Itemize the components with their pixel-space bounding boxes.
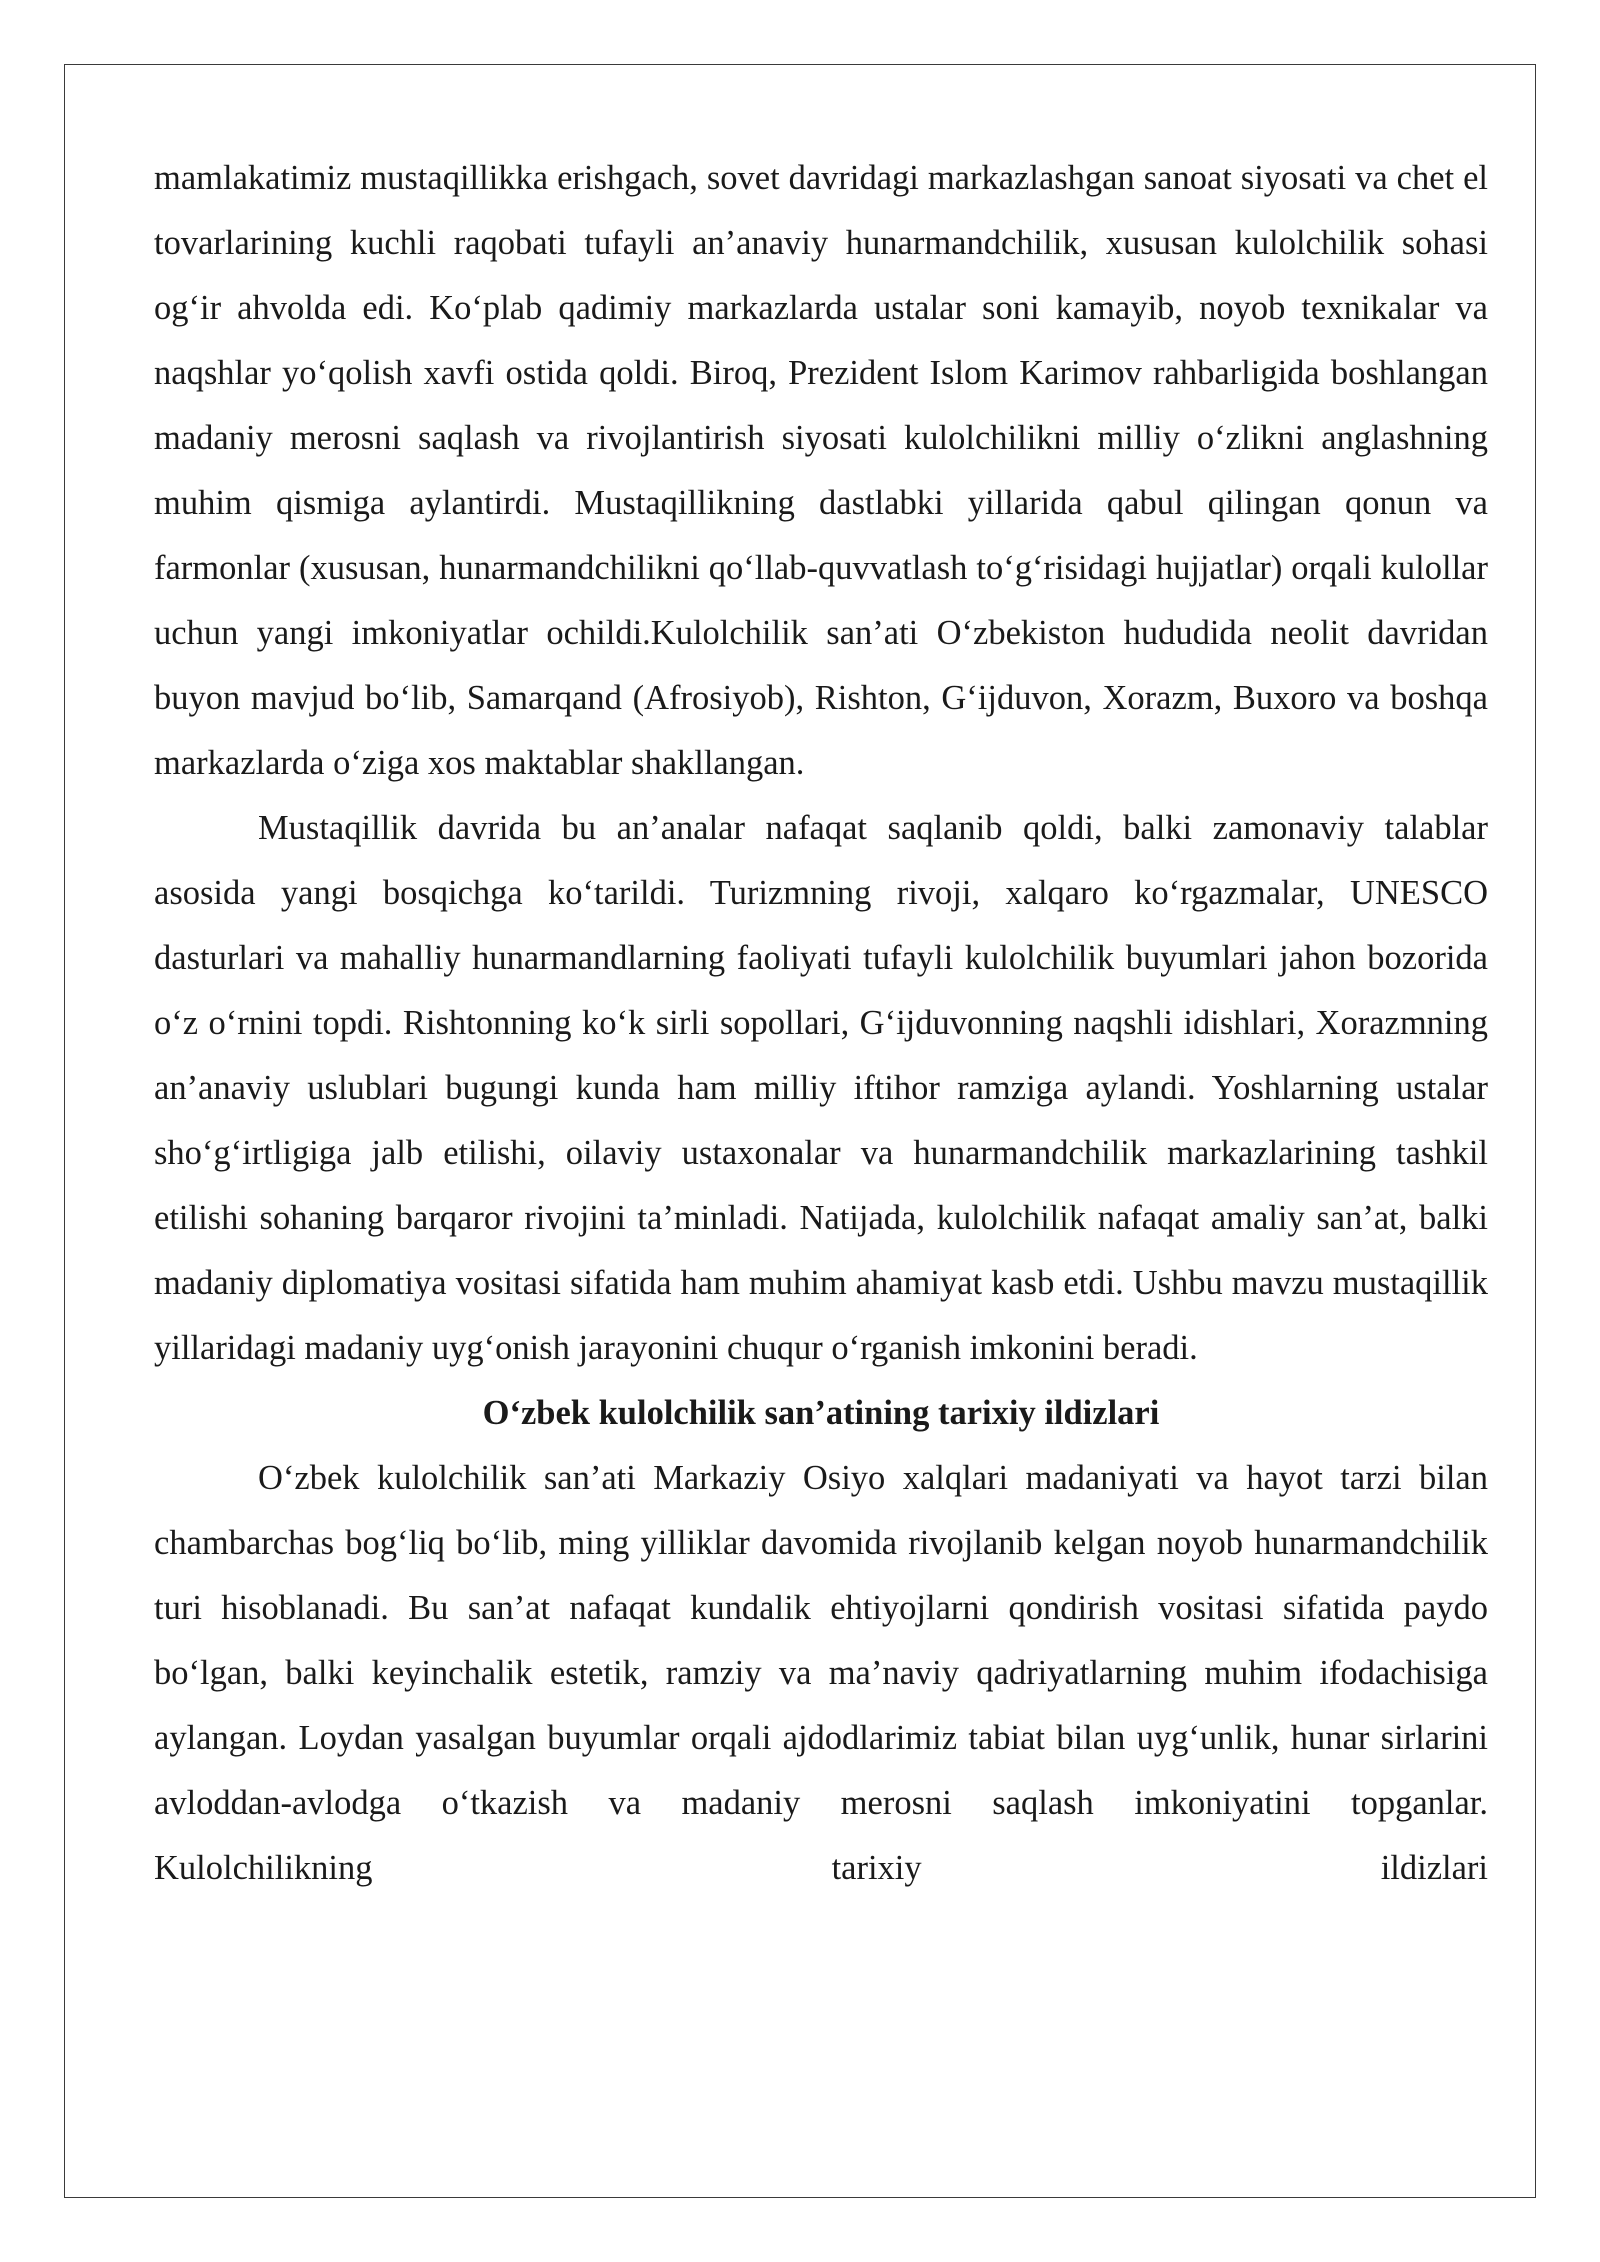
paragraph-continued: mamlakatimiz mustaqillikka erishgach, sovet davridagi markazlashgan sanoat siyosati va chet el tovarlarining kuchli raqobati tufayli an’anaviy hunarmandchilik, xususan kulolchilik sohasi og‘ir ahvolda edi. Ko‘plab qadimiy markazlarda ustalar soni kamayib, noyob texnikalar va naqshlar yo‘qolish xavfi ostida qoldi. Biroq, Prezident Islom Karimov rahbarligida boshlangan madaniy merosni saqlash va rivojlantirish siyosati kulolchilikni milliy o‘zlikni anglashning muhim qismiga aylantirdi. Mustaqillikning dastlabki yillarida qabul qilingan qonun va farmonlar (xususan, hunarmandchilikni qo‘llab-quvvatlash to‘g‘risidagi hujjatlar) orqali kulollar uchun yangi imkoniyatlar ochildi.Kulolchilik san’ati O‘zbekiston hududida neolit davridan buyon mavjud bo‘lib, Samarqand (Afrosiyob), Rishton, G‘ijduvon, Xorazm, Buxoro va boshqa markazlarda o‘ziga xos maktablar shakllangan. [154, 159, 1488, 782]
paragraph-historical-roots: O‘zbek kulolchilik san’ati Markaziy Osiyo xalqlari madaniyati va hayot tarzi bilan chambarchas bog‘liq bo‘lib, ming yilliklar davomida rivojlanib kelgan noyob hunarmandchilik turi hisoblanadi. Bu san’at nafaqat kundalik ehtiyojlarni qondirish vositasi sifatida paydo bo‘lgan, balki keyinchalik estetik, ramziy va ma’naviy qadriyatlarning muhim ifodachisiga aylangan. Loydan yasalgan buyumlar orqali ajdodlarimiz tabiat bilan uyg‘unlik, hunar sirlarini avloddan-avlodga o‘tkazish va madaniy merosni saqlash imkoniyatini topganlar. Kulolchilikning tarixiy ildizlari [154, 1459, 1488, 1887]
document-body [154, 146, 1488, 1901]
paragraph-independence-period: Mustaqillik davrida bu an’analar nafaqat saqlanib qoldi, balki zamonaviy talablar asosida yangi bosqichga ko‘tarildi. Turizmning rivoji, xalqaro ko‘rgazmalar, UNESCO dasturlari va mahalliy hunarmandlarning faoliyati tufayli kulolchilik buyumlari jahon bozorida o‘z o‘rnini topdi. Rishtonning ko‘k sirli sopollari, G‘ijduvonning naqshli idishlari, Xorazmning an’anaviy uslublari bugungi kunda ham milliy iftihor ramziga aylandi. Yoshlarning ustalar sho‘g‘irtligiga jalb etilishi, oilaviy ustaxonalar va hunarmandchilik markazlarining tashkil etilishi sohaning barqaror rivojini ta’minladi. Natijada, kulolchilik nafaqat amaliy san’at, balki madaniy diplomatiya vositasi sifatida ham muhim ahamiyat kasb etdi. Ushbu mavzu mustaqillik yillaridagi madaniy uyg‘onish jarayonini chuqur o‘rganish imkonini beradi. [154, 809, 1488, 1367]
section-heading: O‘zbek kulolchilik san’atining tarixiy ildizlari [482, 1394, 1160, 1432]
